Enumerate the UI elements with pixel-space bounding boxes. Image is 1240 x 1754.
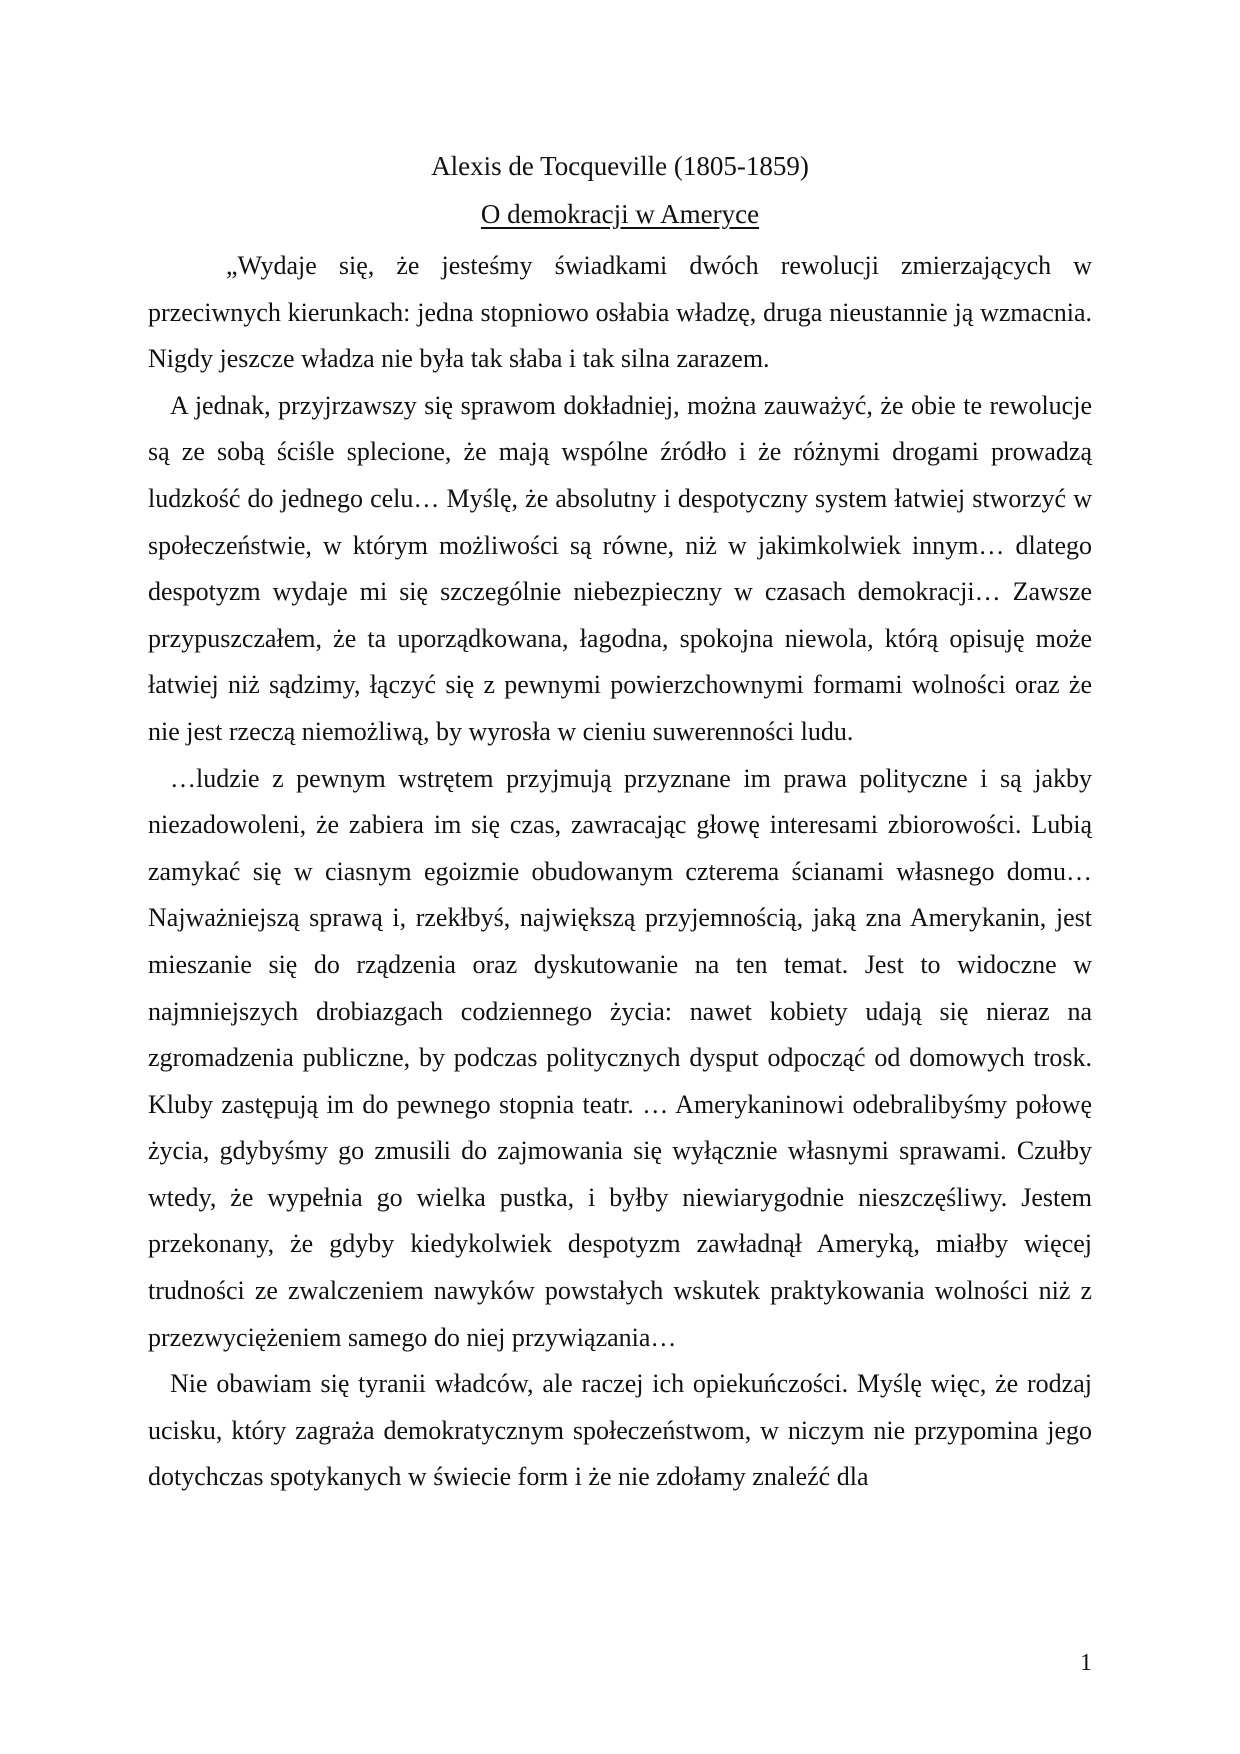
- author-heading: Alexis de Tocqueville (1805-1859): [431, 151, 809, 181]
- paragraph-3: …ludzie z pewnym wstrętem przyjmują przyznane im prawa polityczne i są jakby niezadowoleni, że zabiera im się czas, zawracając głowę interesami zbiorowości. Lubią zamykać się w ciasnym egoizmie obudowanym czterema ścianami własnego domu… Najważniejszą sprawą i, rzekłbyś, największą przyjemnością, jaką zna Amerykanin, jest mieszanie się do rządzenia oraz dyskutowanie na ten temat. Jest to widoczne w najmniejszych drobiazgach codziennego życia: nawet kobiety udają się nieraz na zgromadzenia publiczne, by podczas politycznych dysput odpocząć od domowych trosk. Kluby zastępują im do pewnego stopnia teatr. … Amerykaninowi odebralibyśmy połowę życia, gdybyśmy go zmusili do zajmowania się wyłącznie własnymi sprawami. Czułby wtedy, że wypełnia go wielka pustka, i byłby niewiarygodnie nieszczęśliwy. Jestem przekonany, że gdyby kiedykolwiek despotyzm zawładnął Ameryką, miałby więcej trudności ze zwalczeniem nawyków powstałych wskutek praktykowania wolności niż z przezwyciężeniem samego do niej przywiązania…: [148, 763, 1092, 1352]
- body-text: [148, 243, 1092, 1501]
- paragraph-1: „Wydaje się, że jesteśmy świadkami dwóch rewolucji zmierzających w przeciwnych kierunkach: jedna stopniowo osłabia władzę, druga nieustannie ją wzmacnia. Nigdy jeszcze władza nie była tak słaba i tak silna zarazem.: [148, 251, 1092, 374]
- paragraph-2: A jednak, przyjrzawszy się sprawom dokładniej, można zauważyć, że obie te rewolucje są ze sobą ściśle splecione, że mają wspólne źródło i że różnymi drogami prowadzą ludzkość do jednego celu… Myślę, że absolutny i despotyczny system łatwiej stworzyć w społeczeństwie, w którym możliwości są równe, niż w jakimkolwiek innym… dlatego despotyzm wydaje mi się szczególnie niebezpieczny w czasach demokracji… Zawsze przypuszczałem, że ta uporządkowana, łagodna, spokojna niewola, którą opisuję może łatwiej niż sądzimy, łączyć się z pewnymi powierzchownymi formami wolności oraz że nie jest rzeczą niemożliwą, by wyrosła w cieniu suwerenności ludu.: [148, 390, 1092, 746]
- document-title: O demokracji w Ameryce: [480, 199, 760, 229]
- page-number: 1: [1080, 1650, 1092, 1676]
- paragraph-4: Nie obawiam się tyranii władców, ale raczej ich opiekuńczości. Myślę więc, że rodzaj ucisku, który zagraża demokratycznym społeczeństwom, w niczym nie przypomina jego dotychczas spotykanych w świecie form i że nie zdołamy znaleźć dla: [148, 1369, 1092, 1492]
